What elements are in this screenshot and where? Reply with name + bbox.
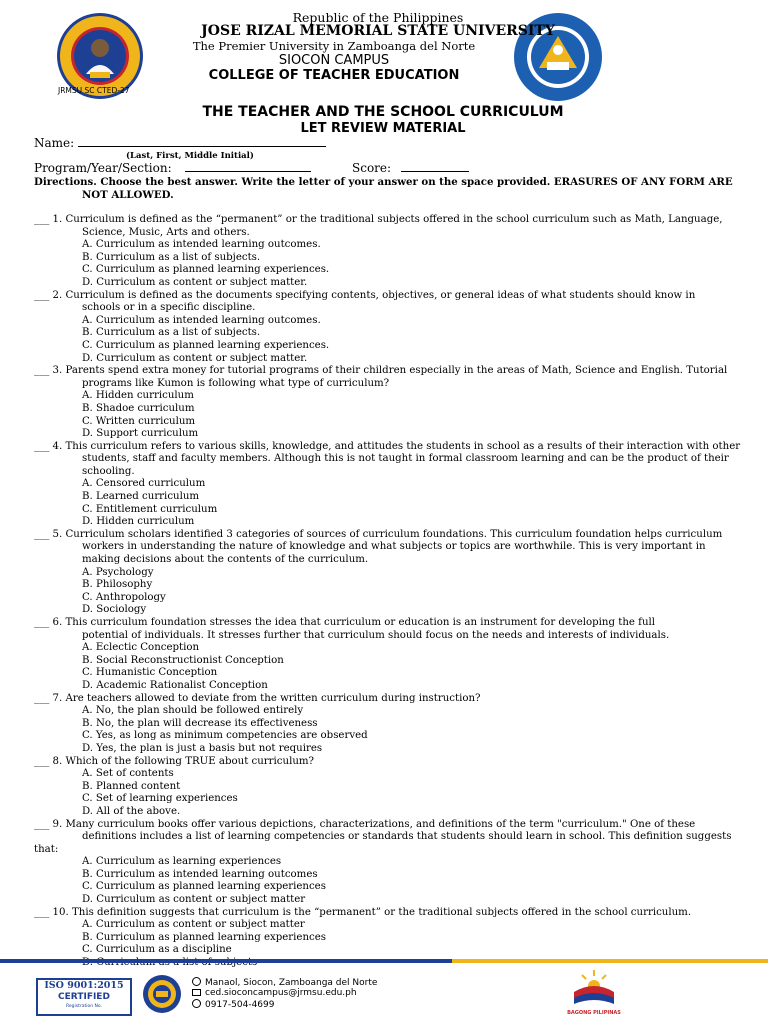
footer-phone[interactable] — [192, 999, 274, 1010]
question-continuation: that: — [34, 843, 59, 855]
question-text: 4. This curriculum refers to various skills, knowledge, and attitudes the students in school as a results of their interaction with other — [49, 440, 741, 452]
answer-option: C. Anthropology — [82, 591, 166, 603]
iso-standard: ISO 9001:2015 — [44, 980, 124, 991]
question-continuation: programs like Kumon is following what type of curriculum? — [82, 377, 390, 389]
document-title: THE TEACHER AND THE SCHOOL CURRICULUM — [202, 104, 564, 120]
answer-option: D. Curriculum as content or subject matter. — [82, 352, 308, 364]
country-line: Republic of the Philippines — [292, 10, 464, 25]
phone-icon — [192, 999, 201, 1008]
question-text: 9. Many curriculum books offer various depictions, characterizations, and definitions of the term "curriculum." One of these — [49, 818, 696, 830]
university-tagline: The Premier University in Zamboanga del Norte — [192, 39, 476, 53]
name-line[interactable] — [78, 136, 326, 147]
question-stem — [34, 693, 734, 706]
answer-blank[interactable]: ___ — [34, 440, 50, 452]
program-line[interactable] — [185, 161, 311, 172]
answer-option: A. Hidden curriculum — [82, 390, 194, 402]
question-item — [34, 756, 734, 819]
answer-option: C. Written curriculum — [82, 415, 196, 427]
question-text: 6. This curriculum foundation stresses the idea that curriculum or education is an instrument for developing the full — [49, 617, 656, 628]
directions-line-2: NOT ALLOWED. — [82, 188, 174, 201]
answer-blank[interactable]: ___ — [34, 818, 50, 830]
location-icon — [192, 977, 201, 986]
question-text: 7. Are teachers allowed to deviate from the written curriculum during instruction? — [49, 692, 481, 704]
phone-text[interactable]: 0917-504-4699 — [205, 1000, 275, 1010]
answer-blank[interactable]: ___ — [34, 755, 50, 767]
question-item — [34, 819, 734, 907]
answer-option: A. Curriculum as intended learning outcomes. — [82, 314, 321, 326]
answer-option: A. Curriculum as content or subject matter — [82, 919, 305, 931]
university-name: JOSE RIZAL MEMORIAL STATE UNIVERSITY — [201, 23, 555, 39]
question-continuation: Science, Music, Arts and others. — [82, 226, 250, 238]
question-list — [34, 214, 741, 970]
answer-option: D. Curriculum as content or subject matter. — [82, 276, 308, 288]
question-item — [34, 365, 734, 441]
question-continuation: making decisions about the contents of the curriculum. — [82, 554, 369, 566]
footer-address — [192, 977, 377, 988]
footer-email[interactable] — [192, 988, 357, 998]
answer-option: A. Eclectic Conception — [82, 642, 200, 654]
answer-option: C. Curriculum as planned learning experiences. — [82, 339, 330, 351]
name-hint: (Last, First, Middle Initial) — [126, 151, 254, 161]
directions — [34, 176, 733, 201]
answer-option: C. Entitlement curriculum — [82, 503, 218, 515]
answer-blank[interactable]: ___ — [34, 365, 50, 377]
question-stem — [34, 290, 734, 303]
answer-blank[interactable]: ___ — [34, 528, 50, 540]
answer-blank[interactable]: ___ — [34, 906, 50, 918]
answer-option: A. No, the plan should be followed entirely — [82, 705, 304, 717]
answer-option: A. Psychology — [82, 566, 154, 578]
iso-registration: Registration No. — [65, 1004, 103, 1009]
score-field[interactable] — [352, 161, 469, 175]
answer-option: D. Curriculum as content or subject matter — [82, 894, 306, 906]
answer-option: D. Academic Rationalist Conception — [82, 679, 268, 691]
question-stem — [34, 617, 734, 630]
question-stem — [34, 440, 741, 454]
answer-option: A. Censored curriculum — [82, 478, 206, 490]
question-item — [34, 529, 734, 617]
answer-option: B. Curriculum as intended learning outcomes — [82, 868, 318, 880]
campus-name: SIOCON CAMPUS — [278, 53, 390, 68]
name-field[interactable] — [34, 136, 326, 150]
answer-option: A. Set of contents — [82, 768, 174, 780]
answer-blank[interactable]: ___ — [34, 289, 50, 301]
answer-option: B. Curriculum as a list of subjects. — [82, 327, 261, 339]
question-item — [34, 440, 741, 529]
iso-certified: CERTIFIED — [58, 992, 110, 1002]
answer-blank[interactable]: ___ — [34, 214, 50, 225]
question-continuation: students, staff and faculty members. Although this is not taught in formal classroom learning and can be the product of their — [82, 453, 729, 465]
question-stem — [34, 819, 734, 832]
question-stem — [34, 756, 734, 769]
answer-option: B. Curriculum as a list of subjects. — [82, 251, 261, 263]
question-text: 8. Which of the following TRUE about curriculum? — [49, 755, 315, 767]
question-stem — [34, 214, 734, 227]
question-stem — [34, 365, 734, 378]
answer-option: B. Curriculum as planned learning experiences — [82, 931, 326, 943]
answer-option: C. Curriculum as planned learning experiences. — [82, 264, 330, 276]
answer-option: C. Curriculum as a discipline — [82, 944, 232, 956]
answer-option: C. Set of learning experiences — [82, 793, 238, 805]
question-continuation: potential of individuals. It stresses further that curriculum should focus on the needs and interests of individuals. — [82, 629, 670, 641]
answer-option: B. Shadoe curriculum — [82, 402, 195, 414]
name-label: Name: — [34, 136, 75, 150]
answer-option: C. Curriculum as planned learning experiences — [82, 881, 326, 893]
score-label: Score: — [352, 161, 392, 175]
question-stem — [34, 907, 734, 920]
answer-option: B. Learned curriculum — [82, 491, 200, 503]
answer-blank[interactable]: ___ — [34, 617, 50, 628]
answer-option: C. Humanistic Conception — [82, 667, 218, 679]
answer-option: A. Curriculum as intended learning outcomes. — [82, 239, 321, 251]
answer-option: D. Sociology — [82, 604, 147, 616]
document-code: JRMSU SC CTED-27 — [58, 86, 130, 95]
bagong-pilipinas-logo — [566, 966, 622, 1014]
question-text: 10. This definition suggests that curriculum is the “permanent” or the traditional subjects offered in the school curriculum. — [49, 906, 692, 918]
question-item — [34, 290, 734, 366]
footer-bar-gold — [452, 959, 768, 963]
document-subtitle: LET REVIEW MATERIAL — [300, 121, 466, 136]
email-text[interactable]: ced.sioconcampus@jrmsu.edu.ph — [205, 988, 357, 998]
answer-option: B. Planned content — [82, 780, 181, 792]
answer-option: D. Yes, the plan is just a basis but not requires — [82, 742, 323, 754]
certification-seal — [142, 974, 182, 1014]
question-item — [34, 214, 734, 290]
program-label: Program/Year/Section: — [34, 161, 172, 175]
question-stem — [34, 529, 734, 542]
bagong-pilipinas-text: BAGONG PILIPINAS — [567, 1010, 621, 1016]
question-text: 3. Parents spend extra money for tutorial programs of their children especially in the areas of Math, Science and English. Tutorial — [49, 365, 728, 377]
answer-option: D. Support curriculum — [82, 428, 199, 440]
address-text: Manaol, Siocon, Zamboanga del Norte — [205, 978, 378, 988]
question-text: 1. Curriculum is defined as the “permanent” or the traditional subjects offered in the school curriculum such as Math, Language, — [49, 214, 723, 225]
question-item — [34, 617, 734, 693]
iso-certification-badge — [36, 978, 132, 1016]
question-continuation: schools or in a specific discipline. — [82, 302, 256, 314]
answer-option: D. Hidden curriculum — [82, 516, 195, 528]
question-text: 2. Curriculum is defined as the documents specifying contents, objectives, or general ideas of what students should know in — [49, 289, 696, 301]
answer-option: B. No, the plan will decrease its effectiveness — [82, 717, 318, 729]
question-continuation: definitions includes a list of learning competencies or standards that students should learn in school. This definition suggests — [82, 831, 732, 843]
college-name: COLLEGE OF TEACHER EDUCATION — [208, 68, 460, 83]
score-line[interactable] — [401, 161, 469, 172]
answer-option: D. All of the above. — [82, 805, 181, 817]
mail-icon — [192, 989, 201, 996]
directions-line-1: Directions. Choose the best answer. Write the letter of your answer on the space provided. ERASURES OF ANY FORM ARE — [34, 176, 733, 188]
footer-bar-blue — [0, 959, 452, 963]
answer-option: C. Yes, as long as minimum competencies are observed — [82, 730, 368, 742]
question-continuation: workers in understanding the nature of knowledge and what subjects or topics are worthwhile. This is very important in — [82, 541, 706, 553]
answer-option: B. Philosophy — [82, 579, 153, 591]
question-item — [34, 693, 734, 756]
question-text: 5. Curriculum scholars identified 3 categories of sources of curriculum foundations. This curriculum foundation helps curriculum — [49, 528, 723, 540]
answer-option: B. Social Reconstructionist Conception — [82, 654, 284, 666]
program-field[interactable] — [34, 161, 311, 175]
answer-option: A. Curriculum as learning experiences — [82, 856, 282, 868]
question-continuation: schooling. — [82, 465, 135, 477]
answer-blank[interactable]: ___ — [34, 692, 50, 704]
